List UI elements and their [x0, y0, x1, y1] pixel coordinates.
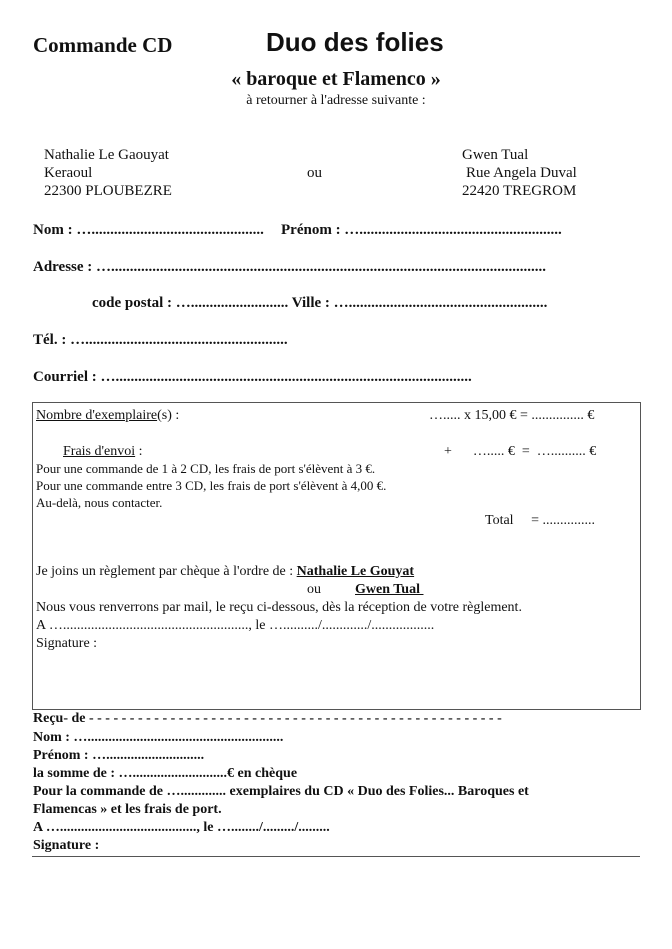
- subtitle: « baroque et Flamenco »: [231, 68, 441, 90]
- prenom-field[interactable]: Prénom : …......................................................: [281, 222, 562, 238]
- receipt-header: Reçu- de - - - - - - - - - - - - - - - - - - - - - - - - - - - - - - - - - - - - - - - - - - - - - - - - - - -: [33, 711, 502, 726]
- frais-label: [63, 444, 143, 460]
- receipt-commande-1: Pour la commande de …............. exemplaires du CD « Duo des Folies... Baroques et: [33, 784, 529, 799]
- adresse-field[interactable]: Adresse : …....................................................................................................................: [33, 259, 547, 275]
- nombre-label-suffix: (s) :: [157, 408, 180, 423]
- payment-prefix: Je joins un règlement par chèque à l'ordre de :: [36, 564, 297, 579]
- nombre-label-text: Nombre d'exemplaire: [36, 408, 158, 423]
- address-line: 22300 PLOUBEZRE: [44, 183, 172, 199]
- frais-label-text: Frais d'envoi: [63, 444, 136, 459]
- receipt-nom[interactable]: Nom : …........................................................: [33, 730, 284, 745]
- address-right: [462, 146, 577, 200]
- nombre-calc[interactable]: …..... x 15,00 € = ............... €: [429, 408, 595, 423]
- tel-field[interactable]: Tél. : …......................................................: [33, 332, 288, 348]
- address-line: 22420 TREGROM: [462, 183, 577, 199]
- address-line: Rue Angela Duval: [466, 165, 577, 181]
- payee-or: ou: [307, 582, 321, 597]
- signature-label: Signature :: [36, 636, 98, 651]
- courriel-field[interactable]: Courriel : …...............................................................................................: [33, 369, 472, 385]
- frais-calc[interactable]: + …..... € = ….......... €: [444, 444, 597, 459]
- payee-2: Gwen Tual: [355, 582, 424, 597]
- address-left: [44, 146, 172, 200]
- return-note: à retourner à l'adresse suivante :: [246, 93, 426, 108]
- receipt-place-date[interactable]: A …......................................., le …......../........./.........: [33, 820, 330, 835]
- bottom-divider: [32, 856, 640, 857]
- nombre-label: [36, 408, 179, 424]
- mail-note: Nous vous renverrons par mail, le reçu ci-dessous, dès la réception de votre règlement.: [36, 600, 522, 615]
- code-postal-ville-field[interactable]: code postal : ….......................... Ville : ….....................................................: [92, 295, 548, 311]
- payee-1: Nathalie Le Gouyat: [296, 564, 415, 579]
- address-separator: ou: [307, 165, 322, 181]
- address-line: Keraoul: [44, 165, 93, 181]
- address-line: Gwen Tual: [462, 147, 529, 163]
- shipping-rule-1: Pour une commande de 1 à 2 CD, les frais de port s'élèvent à 3 €.: [36, 461, 376, 476]
- receipt-commande-2: Flamencas » et les frais de port.: [33, 802, 222, 817]
- left-title: Commande CD: [33, 33, 173, 57]
- main-title: Duo des folies: [266, 27, 444, 57]
- receipt-somme[interactable]: la somme de : …...........................€ en chèque: [33, 766, 298, 781]
- total-field[interactable]: Total = ...............: [485, 513, 595, 528]
- receipt-prenom[interactable]: Prénom : …............................: [33, 748, 205, 763]
- shipping-rule-3: Au-delà, nous contacter.: [36, 495, 163, 510]
- address-line: Nathalie Le Gaouyat: [44, 147, 169, 163]
- payment-line: [36, 564, 414, 580]
- frais-label-suffix: :: [135, 444, 143, 459]
- nom-field[interactable]: Nom : …..............................................: [33, 222, 264, 238]
- place-date-field[interactable]: A …....................................................., le …........../............./..................: [36, 618, 435, 633]
- receipt-signature: Signature :: [33, 838, 100, 853]
- shipping-rule-2: Pour une commande entre 3 CD, les frais de port s'élèvent à 4,00 €.: [36, 478, 387, 493]
